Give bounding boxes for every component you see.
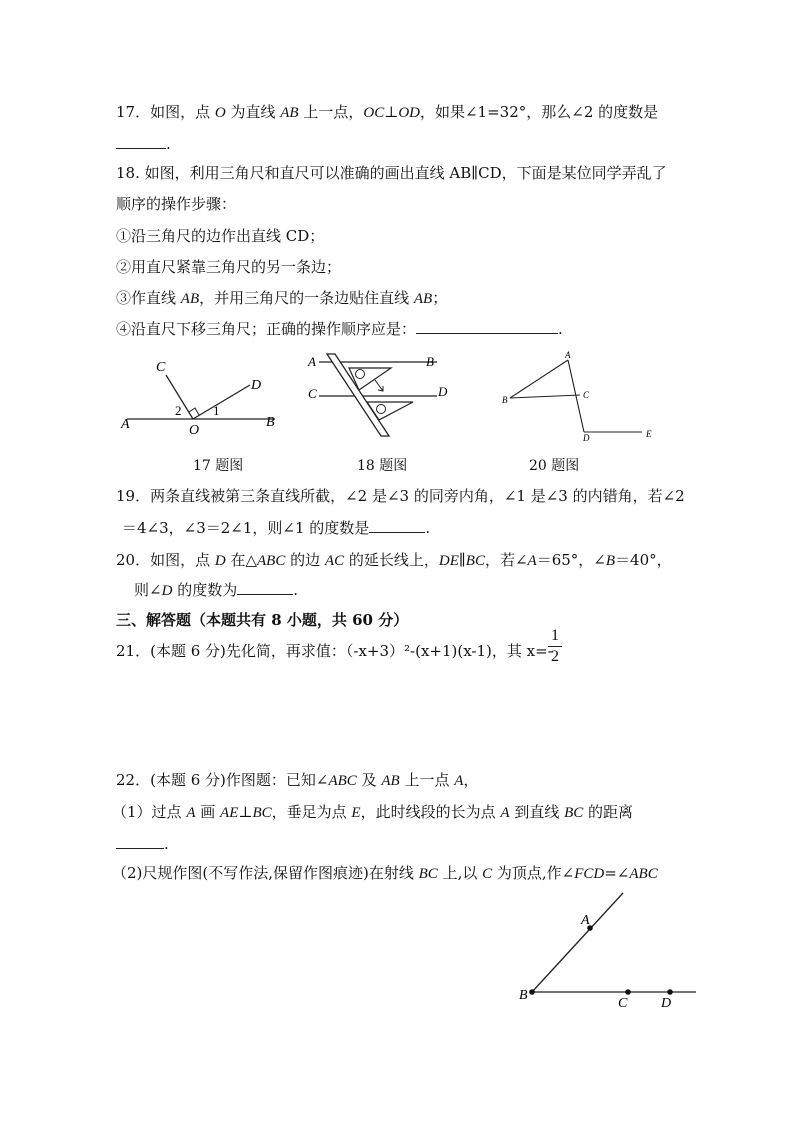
q22-text: 的距离 [583, 803, 634, 821]
fig22-label-d: D [661, 996, 672, 1011]
q18-step2: ②用直尺紧靠三角尺的另一条边； [116, 258, 342, 276]
q17-text: 17．如图，点 [116, 103, 215, 121]
q22-angle-abc: ABC [328, 773, 357, 789]
fig17-label-d: D [251, 378, 262, 393]
q19-line2-text: ＝4∠3，∠3＝2∠1，则∠1 的度数是 [122, 519, 370, 537]
fig20-caption: 20 题图 [529, 458, 580, 474]
figure-18 [305, 352, 455, 442]
fig20-label-b: B [502, 395, 508, 405]
q20-parallel: ∥ [458, 551, 466, 569]
q22-point-a: A [186, 805, 196, 821]
q21-numerator: 1 [551, 627, 559, 644]
fig18-label-b: B [426, 354, 434, 369]
fig17-label-b: B [266, 415, 275, 430]
q20-text: 则∠ [134, 581, 162, 599]
fig17-ray-od [193, 385, 250, 419]
q22-angle-abc: ABC [629, 866, 658, 882]
q21-fraction [548, 627, 562, 666]
q18-period: . [558, 320, 563, 338]
fig20-label-d: D [583, 433, 590, 443]
q19-line1: 19．两条直线被第三条直线所截，∠2 是∠3 的同旁内角，∠1 是∠3 的内错角，若∠2 [116, 487, 685, 505]
q20-text: ＝65°，∠ [536, 551, 606, 569]
q17-point-o: O [214, 105, 226, 121]
fig18-label-d: D [438, 384, 448, 399]
fig20-side-bc [510, 395, 580, 398]
q17-text: ，如果∠1=32°，那么∠2 的度数是 [419, 103, 659, 121]
q17-line-ab: AB [280, 105, 299, 121]
figure-20 [496, 348, 666, 448]
q17-text: 为直线 [225, 103, 281, 121]
q17-od: OD [398, 105, 420, 121]
q22-point-a: A [500, 805, 510, 821]
q22-text: 上一点 [399, 771, 455, 789]
q21-denominator: 2 [551, 648, 559, 665]
q22-text: ，此时线段的长为点 [360, 803, 501, 821]
q19-answer-blank[interactable] [369, 518, 425, 533]
q21-line: 21．(本题 6 分)先化简，再求值：（-x+3）²-(x+1)(x-1)，其 x=- [116, 642, 553, 660]
fig22-point-d [667, 989, 673, 995]
q20-text: ＝40°， [615, 551, 672, 569]
fig20-label-e: E [646, 429, 652, 439]
q20-text: 的边 [285, 551, 325, 569]
q20-text: ，若∠ [484, 551, 528, 569]
q22-ab: AB [381, 773, 400, 789]
q20-angle-b: B [605, 553, 616, 569]
fig18-ruler [327, 354, 389, 436]
q18-step3-ab: AB [180, 291, 200, 307]
q22-point-c: C [482, 866, 493, 882]
q20-text: 的度数为 [172, 581, 238, 599]
fig18-label-a: A [308, 354, 316, 369]
q20-period: . [293, 581, 298, 599]
q22-line1 [116, 770, 478, 791]
q22-ae: AE [220, 805, 239, 821]
q18-step3-text: ③作直线 [116, 289, 181, 307]
figure-22 [510, 885, 710, 1015]
q22-text: 及 [356, 771, 382, 789]
q18-step4 [116, 319, 563, 339]
q18-step3-ab: AB [413, 291, 433, 307]
fig20-side-ab [510, 360, 568, 398]
q20-answer-blank[interactable] [237, 580, 293, 595]
q18-step3 [116, 288, 447, 309]
q22-point-e: E [351, 805, 361, 821]
q17-text: 上一点， [298, 103, 364, 121]
fig18-hole-top [356, 370, 365, 379]
fig20-label-c: C [583, 390, 590, 400]
q22-text: ，垂足为点 [271, 803, 352, 821]
fig22-ray-ba [532, 893, 623, 992]
q18-line2: 顺序的操作步骤： [116, 195, 237, 213]
fig17-caption: 17 题图 [193, 458, 244, 474]
q22-text: 为顶点,作∠ [492, 864, 575, 882]
q20-angle-d: D [161, 583, 173, 599]
fig22-label-a: A [581, 913, 590, 928]
fig22-label-b: B [519, 988, 528, 1003]
q20-point-d: D [214, 553, 226, 569]
q22-bc: BC [564, 805, 584, 821]
q20-text: 在△ [225, 551, 258, 569]
q17-period: . [166, 135, 171, 153]
fig18-arrow [375, 380, 383, 391]
section3-heading: 三、解答题（本题共有 8 小题，共 60 分） [116, 611, 409, 629]
q22-text: 上,以 [437, 864, 483, 882]
fig17-label-a: A [121, 417, 130, 432]
q17-answer-line [116, 134, 171, 154]
q18-step3-text: ，并用三角尺的一条边贴住直线 [199, 289, 414, 307]
q17-perp: ⊥ [384, 103, 399, 121]
q20-de: DE [438, 553, 459, 569]
q20-bc: BC [465, 553, 485, 569]
fig17-angle-2: 2 [175, 403, 182, 418]
q22-text: （1）过点 [112, 803, 187, 821]
q22-text: 22．(本题 6 分)作图题：已知∠ [116, 771, 329, 789]
q20-side-ac: AC [324, 553, 345, 569]
q18-step3-text: ； [432, 289, 448, 307]
q22-part1-answer [116, 834, 169, 854]
q22-period: . [164, 835, 169, 853]
q22-angle-fcd: FCD [574, 866, 605, 882]
figure-17 [115, 355, 285, 440]
fig20-label-a: A [565, 350, 571, 360]
q22-part2 [112, 863, 658, 884]
q20-line2 [134, 580, 298, 601]
q22-answer-blank[interactable] [116, 834, 164, 849]
q20-angle-a: A [527, 553, 537, 569]
fig20-line-ad [568, 360, 584, 432]
q19-period: . [425, 519, 431, 537]
q22-bc: BC [252, 805, 272, 821]
fig18-label-c: C [308, 386, 317, 401]
q20-triangle-abc: ABC [257, 553, 286, 569]
q20-line1 [116, 550, 672, 571]
q18-answer-blank[interactable] [416, 319, 558, 334]
q19-line2 [122, 518, 430, 538]
q22-perp: ⊥ [238, 803, 253, 821]
fig22-point-b [529, 989, 535, 995]
q20-text: 20．如图，点 [116, 551, 215, 569]
fig18-caption: 18 题图 [357, 458, 408, 474]
fig22-point-c [625, 989, 631, 995]
q18-step4-text: ④沿直尺下移三角尺；正确的操作顺序应是： [116, 320, 417, 338]
q22-text: （2)尺规作图(不写作法,保留作图痕迹)在射线 [112, 864, 419, 882]
q17-line [116, 102, 658, 123]
fig17-label-c: C [156, 360, 166, 375]
q22-part1 [112, 802, 633, 823]
fig17-label-o: O [189, 423, 200, 438]
q18-line1: 18. 如图，利用三角尺和直尺可以准确的画出直线 AB∥CD，下面是某位同学弄乱了 [116, 164, 667, 182]
q17-answer-blank[interactable] [116, 134, 166, 149]
q22-text: ， [463, 771, 479, 789]
fig17-angle-1: 1 [213, 403, 220, 418]
fig22-label-c: C [618, 996, 628, 1011]
q18-step1: ①沿三角尺的边作出直线 CD； [116, 227, 325, 245]
q21-fraction-bar [548, 646, 562, 647]
q17-oc: OC [363, 105, 385, 121]
q22-bc: BC [418, 866, 438, 882]
q22-text: 到直线 [509, 803, 565, 821]
q22-text: 画 [195, 803, 221, 821]
fig18-hole-bottom [377, 405, 386, 414]
q22-point-a: A [454, 773, 464, 789]
q22-text: =∠ [604, 864, 630, 882]
q20-text: 的延长线上， [344, 551, 439, 569]
